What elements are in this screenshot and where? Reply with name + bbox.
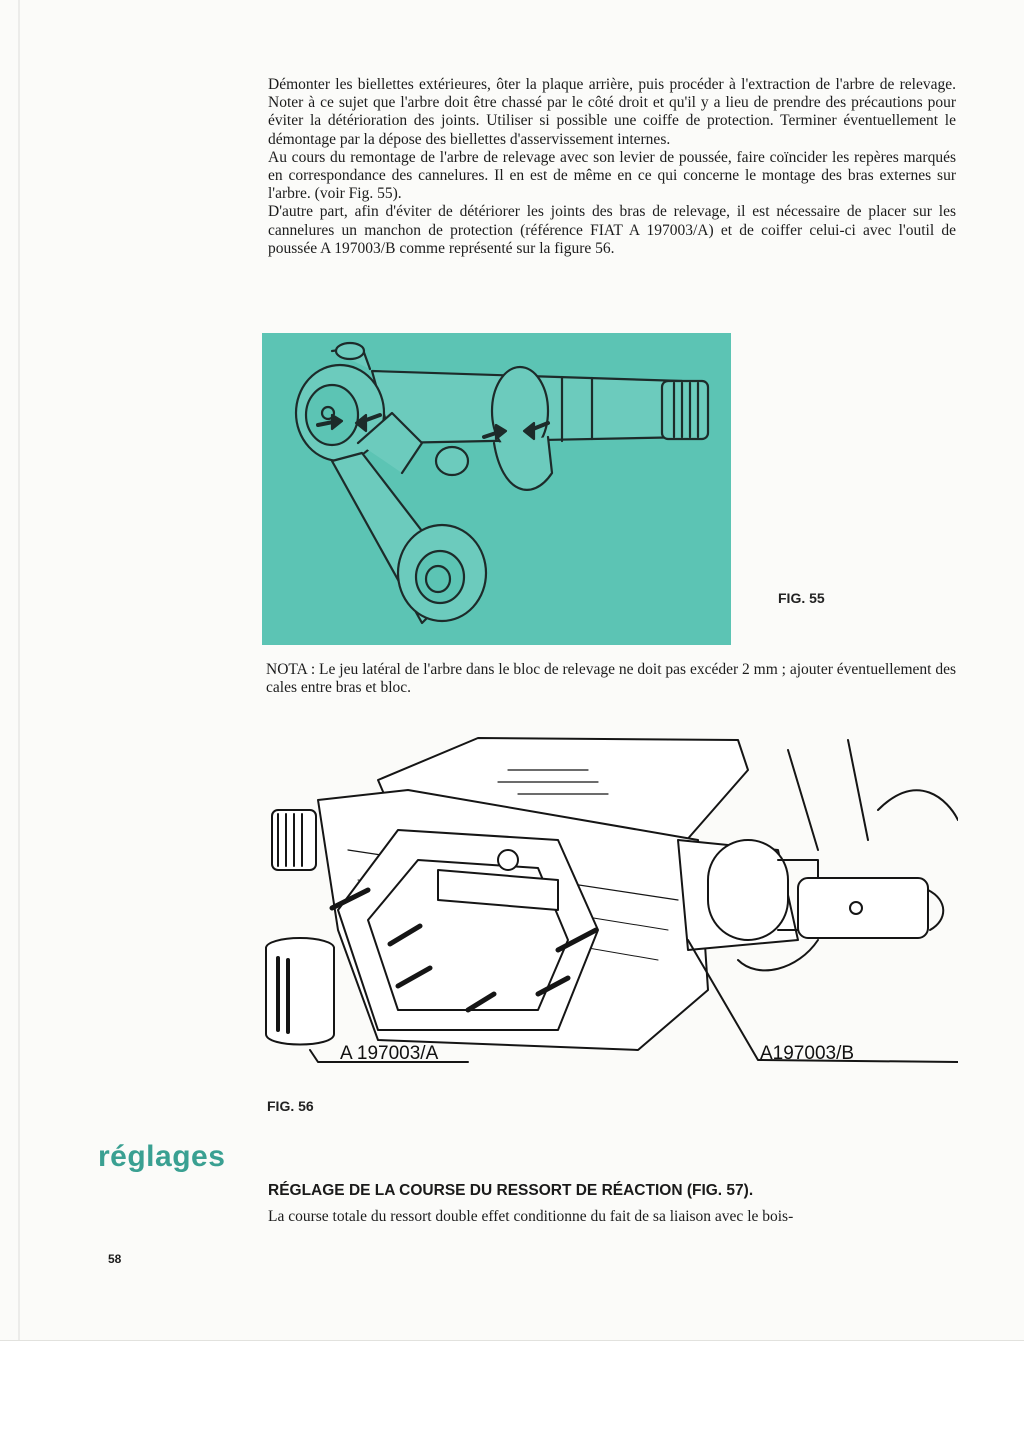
section-heading: RÉGLAGE DE LA COURSE DU RESSORT DE RÉACTION (FIG. 57). xyxy=(268,1182,754,1199)
page-number: 58 xyxy=(108,1252,122,1266)
callout-a197003-a: A 197003/A xyxy=(340,1043,439,1064)
section-title: réglages xyxy=(98,1140,226,1173)
figure-55-illustration xyxy=(262,333,731,645)
intro-paragraph-3: D'autre part, afin d'éviter de détériorer les joints des bras de relevage, il est nécessaire de placer sur les cannelures un manchon de protection (référence FIAT A 197003/A) et de coiffer celui-ci avec l'outil de poussée A 197003/B comme représenté sur la figure 56. xyxy=(268,203,956,257)
figure-55-label: FIG. 55 xyxy=(778,590,825,606)
page-edge xyxy=(18,0,20,1340)
intro-paragraph-1: Démonter les biellettes extérieures, ôter la plaque arrière, puis procéder à l'extraction de l'arbre de relevage. Noter à ce sujet que l'arbre doit être chassé par le côté droit et qu'il y a lieu de prendre des précautions pour éviter la détérioration des joints. Utiliser si possible une coiffe de protection. Terminer éventuellement le démontage par la dépose des biellettes d'asservissement internes. xyxy=(268,76,956,148)
figure-56-illustration xyxy=(258,730,958,1075)
figure-56-label: FIG. 56 xyxy=(267,1098,314,1114)
intro-paragraph-2: Au cours du remontage de l'arbre de relevage avec son levier de poussée, faire coïncider les repères marqués en correspondance des cannelures. Il en est de même en ce qui concerne le montage des bras externes sur l'arbre. (voir Fig. 55). xyxy=(268,148,956,203)
body-text: La course totale du ressort double effet conditionne du fait de sa liaison avec le bois- xyxy=(268,1208,794,1225)
nota-text: NOTA : Le jeu latéral de l'arbre dans le bloc de relevage ne doit pas excéder 2 mm ; ajouter éventuellement des cales entre bras et bloc. xyxy=(266,661,956,697)
intro-text xyxy=(268,76,956,258)
callout-a197003-b: A197003/B xyxy=(760,1043,855,1064)
